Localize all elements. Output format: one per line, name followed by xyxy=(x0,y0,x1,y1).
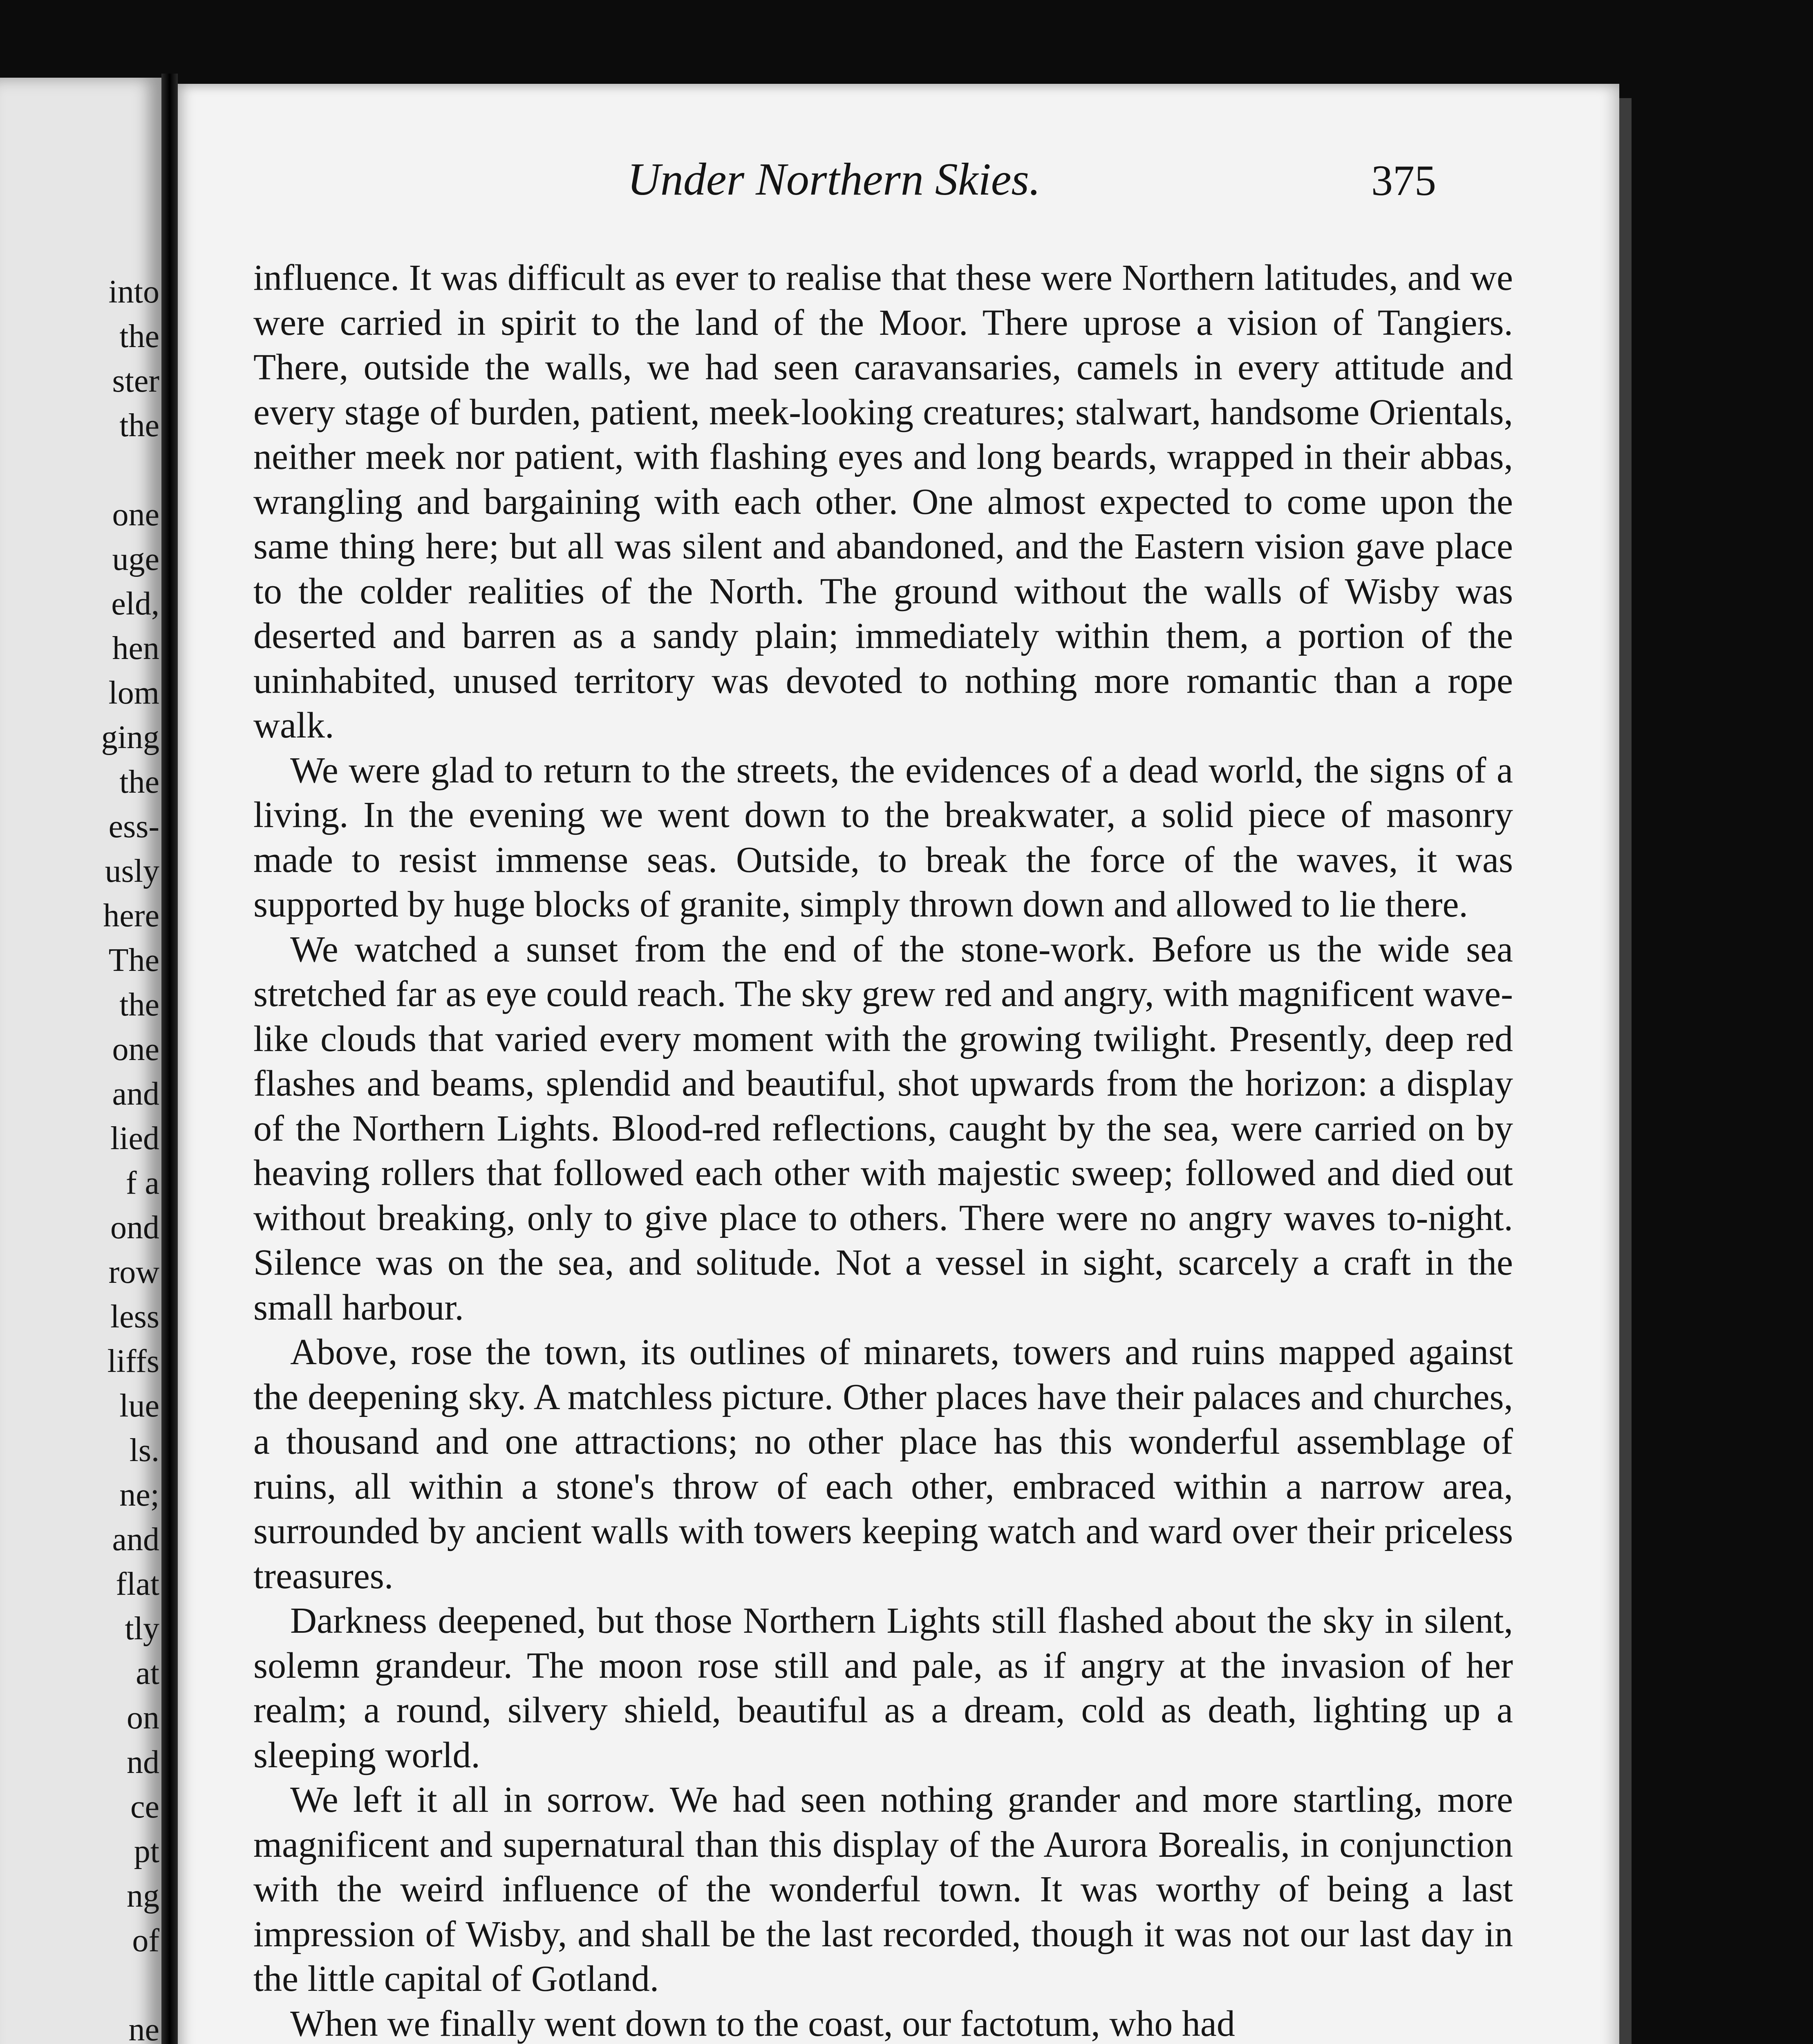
left-page-fragment xyxy=(0,78,161,2044)
paragraph: We watched a sunset from the end of the stone-work. Before us the wide sea stretched far as eye could reach. The sky grew red and angry, with magnificent wave-like clouds that varied every moment with the growing twilight. Presently, deep red flashes and beams, splendid and beautiful, shot upwards from the horizon: a display of the Northern Lights. Blood-red reflections, caught by the sea, were carried on by heaving rollers that followed each other with majestic sweep; followed and died out without breaking, only to give place to others. There were no angry waves to-night. Silence was on the sea, and solitude. Not a vessel in sight, scarcely a craft in the small harbour. xyxy=(253,929,1513,1328)
fragment-line: ess- xyxy=(108,809,159,845)
fragment-line: into xyxy=(108,274,159,310)
fragment-line: here xyxy=(103,898,159,934)
fragment-line: f a xyxy=(125,1165,159,1201)
fragment-line: at xyxy=(136,1655,159,1691)
fragment-line: row xyxy=(108,1254,159,1290)
fragment-line: the xyxy=(119,764,159,800)
fragment-line: ster xyxy=(112,363,159,399)
fragment-line: flat xyxy=(116,1566,159,1602)
fragment-line: ond xyxy=(110,1210,159,1246)
fragment-line: lied xyxy=(110,1121,159,1156)
fragment-line: one xyxy=(112,497,159,533)
fragment-line: liffs xyxy=(107,1343,159,1379)
running-title: Under Northern Skies. xyxy=(627,154,1041,205)
paragraph: Above, rose the town, its outlines of minarets, towers and ruins mapped against the deepening sky. A matchless picture. Other places have their palaces and churches, a thousand and one attractions; no other place has this wonderful assemblage of ruins, all within a stone's throw of each other, embraced within a narrow area, surrounded by ancient walls with towers keeping watch and ward over their priceless treasures. xyxy=(253,1332,1513,1596)
page-edge xyxy=(1619,98,1632,2044)
fragment-line: pt xyxy=(134,1833,159,1869)
paragraph: When we finally went down to the coast, our factotum, who had xyxy=(290,2003,1235,2044)
paragraph: We left it all in sorrow. We had seen nothing grander and more startling, more magnificent and supernatural than this display of the Aurora Borealis, in conjunction with the weird influence of the wonderful town. It was worthy of being a last impression of Wisby, and shall be the last recorded, though it was not our last day in the little capital of Gotland. xyxy=(253,1780,1513,1999)
fragment-line: ls. xyxy=(129,1432,159,1468)
fragment-line: less xyxy=(110,1299,159,1335)
running-head xyxy=(178,153,1619,211)
fragment-line: The xyxy=(108,942,159,978)
fragment-line: ging xyxy=(101,719,159,755)
paragraph: We were glad to return to the streets, the evidences of a dead world, the signs of a living. In the evening we went down to the breakwater, a solid piece of masonry made to resist immense seas. Outside, to break the force of the waves, it was supported by huge blocks of granite, simply thrown down and allowed to lie there. xyxy=(253,750,1513,925)
fragment-line xyxy=(0,448,159,493)
fragment-line: ne xyxy=(128,2012,159,2044)
body-text xyxy=(253,256,1513,2044)
fragment-line: the xyxy=(119,987,159,1023)
page-number: 375 xyxy=(1371,157,1436,204)
fragment-line: lue xyxy=(119,1388,159,1424)
left-page-text-fragments xyxy=(0,270,159,2044)
book-gutter xyxy=(161,74,178,2044)
fragment-line: and xyxy=(112,1076,159,1112)
fragment-line: uge xyxy=(112,541,159,577)
fragment-line: hen xyxy=(112,630,159,666)
fragment-line: ce xyxy=(130,1789,159,1825)
fragment-line xyxy=(0,1963,159,2008)
fragment-line: ne; xyxy=(119,1477,159,1513)
fragment-line: one xyxy=(112,1031,159,1067)
fragment-line: lom xyxy=(108,675,159,711)
paragraph: Darkness deepened, but those Northern Lights still flashed about the sky in silent, solemn grandeur. The moon rose still and pale, as if angry at the invasion of her realm; a round, silvery shield, beautiful as a dream, cold as death, lighting up a sleeping world. xyxy=(253,1600,1513,1775)
fragment-line: the xyxy=(119,318,159,354)
fragment-line: tly xyxy=(125,1611,159,1647)
fragment-line: usly xyxy=(105,853,159,889)
book-page xyxy=(178,84,1619,2044)
paragraph: influence. It was difficult as ever to realise that these were Northern latitudes, and we were carried in spirit to the land of the Moor. There uprose a vision of Tangiers. There, outside the walls, we had seen caravansaries, camels in every attitude and every stage of burden, patient, meek-looking creatures; stalwart, handsome Orientals, neither meek nor patient, with flashing eyes and long beards, wrapped in their abbas, wrangling and bargaining with each other. One almost expected to come upon the same thing here; but all was silent and abandoned, and the Eastern vision gave place to the colder realities of the North. The ground without the walls of Wisby was deserted and barren as a sandy plain; immediately within them, a portion of the uninhabited, unused territory was devoted to nothing more romantic than a rope walk. xyxy=(253,258,1513,746)
fragment-line: of xyxy=(132,1923,159,1959)
fragment-line: and xyxy=(112,1522,159,1558)
fragment-line: ng xyxy=(127,1878,159,1914)
fragment-line: eld, xyxy=(111,586,159,622)
fragment-line: nd xyxy=(127,1744,159,1780)
fragment-line: the xyxy=(119,408,159,444)
fragment-line: on xyxy=(127,1700,159,1736)
